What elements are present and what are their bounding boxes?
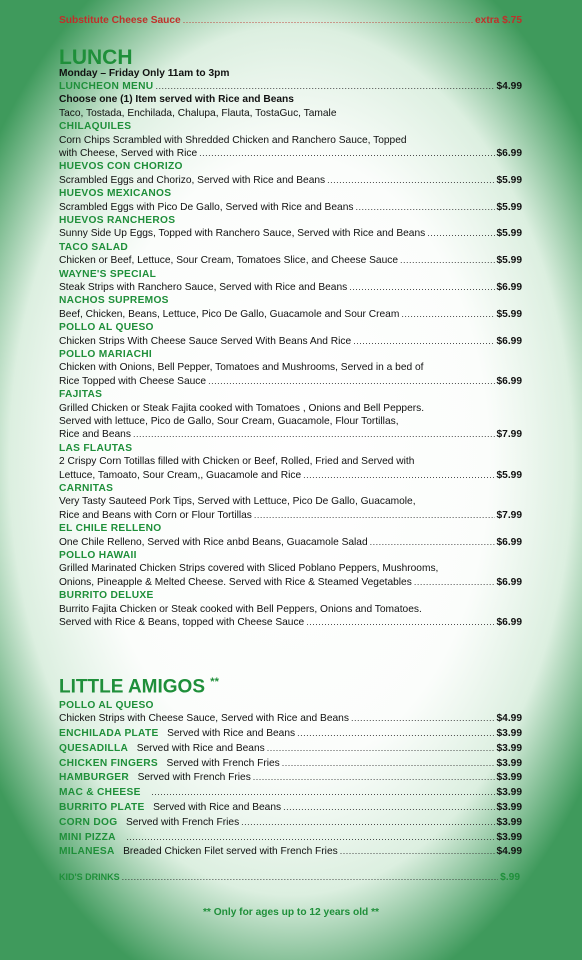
item-description: Grilled Marinated Chicken Strips covered with Sliced Poblano Peppers, Mushrooms, bbox=[59, 563, 439, 575]
item-price: $5.99 bbox=[496, 469, 522, 481]
spacer bbox=[116, 832, 125, 843]
spacer bbox=[117, 817, 126, 828]
spacer bbox=[115, 846, 124, 857]
menu-item-row bbox=[59, 80, 522, 93]
menu-item-row bbox=[59, 281, 522, 294]
leader-dots bbox=[327, 174, 494, 187]
item-name: POLLO HAWAII bbox=[59, 550, 137, 561]
menu-item-row bbox=[59, 712, 522, 725]
leader-dots bbox=[427, 227, 494, 240]
item-description: One Chile Relleno, Served with Rice anbd Beans, Guacamole Salad bbox=[59, 536, 368, 548]
item-description: Choose one (1) Item served with Rice and Beans bbox=[59, 94, 294, 106]
kids-item-text bbox=[59, 845, 338, 858]
item-price: $6.99 bbox=[496, 375, 522, 387]
item-price: $6.99 bbox=[496, 335, 522, 347]
item-price: $5.99 bbox=[496, 174, 522, 186]
spacer bbox=[145, 802, 154, 813]
item-name: BURRITO PLATE bbox=[59, 802, 145, 813]
item-name: HUEVOS CON CHORIZO bbox=[59, 161, 183, 173]
kids-item-text bbox=[59, 727, 295, 740]
item-description: Corn Chips Scrambled with Shredded Chicken and Ranchero Sauce, Topped bbox=[59, 134, 407, 146]
item-description: Sunny Side Up Eggs, Topped with Ranchero Sauce, Served with Rice and Beans bbox=[59, 228, 426, 240]
menu-item-row bbox=[59, 227, 522, 240]
substitute-price: extra $.75 bbox=[474, 15, 522, 26]
menu-item-row bbox=[59, 335, 522, 348]
leader-dots bbox=[122, 871, 499, 884]
kids-item-row bbox=[59, 742, 522, 755]
leader-dots bbox=[183, 14, 473, 27]
leader-dots bbox=[151, 786, 494, 799]
leader-dots bbox=[297, 727, 494, 740]
item-price: $6.99 bbox=[496, 617, 522, 628]
item-description: Chicken Strips With Cheese Sauce Served With Beans And Rice bbox=[59, 335, 352, 347]
kids-drinks-row bbox=[59, 871, 520, 884]
item-description: Rice Topped with Cheese Sauce bbox=[59, 375, 207, 387]
lunch-hours: Monday – Friday Only 11am to 3pm bbox=[59, 68, 230, 79]
substitute-cheese-row bbox=[59, 14, 522, 27]
leader-dots bbox=[351, 712, 495, 725]
item-description: Chicken Strips with Cheese Sauce, Served with Rice and Beans bbox=[59, 713, 349, 725]
leader-dots bbox=[282, 757, 495, 770]
menu-item-row bbox=[59, 308, 522, 321]
item-description: with Cheese, Served with Rice bbox=[59, 148, 198, 159]
leader-dots bbox=[355, 201, 494, 214]
item-description: Served with Rice & Beans, topped with Cheese Sauce bbox=[59, 617, 305, 628]
drinks-label: KID'S DRINKS bbox=[59, 872, 120, 883]
item-price: $3.99 bbox=[496, 742, 522, 754]
item-name: NACHOS SUPREMOS bbox=[59, 295, 169, 307]
item-price: $4.99 bbox=[496, 81, 522, 92]
item-name: BURRITO DELUXE bbox=[59, 590, 154, 602]
item-name: TACO SALAD bbox=[59, 241, 129, 253]
item-name: CHICKEN FINGERS bbox=[59, 757, 159, 769]
item-price: $6.99 bbox=[496, 282, 522, 293]
kids-item-row bbox=[59, 845, 522, 858]
item-name: CORN DOG bbox=[59, 816, 118, 828]
kids-item-row bbox=[59, 771, 522, 784]
item-price: $7.99 bbox=[496, 429, 522, 441]
item-name: POLLO MARIACHI bbox=[59, 349, 153, 360]
leader-dots bbox=[253, 771, 495, 784]
item-name: CARNITAS bbox=[59, 483, 114, 494]
item-description: Onions, Pineapple & Melted Cheese. Served with Rice & Steamed Vegetables bbox=[59, 576, 412, 588]
item-description: Beef, Chicken, Beans, Lettuce, Pico De Gallo, Guacamole and Sour Cream bbox=[59, 308, 400, 320]
item-name: POLLO AL QUESO bbox=[59, 700, 154, 711]
leader-dots bbox=[400, 254, 494, 267]
item-description: Served with French Fries bbox=[166, 757, 280, 769]
kids-item-text bbox=[59, 831, 124, 844]
leader-dots bbox=[353, 335, 494, 348]
item-name: MAC & CHEESE bbox=[59, 787, 141, 799]
menu-item-row bbox=[59, 375, 522, 388]
kids-item-text bbox=[59, 771, 251, 784]
leader-dots bbox=[340, 845, 495, 858]
item-price: $5.99 bbox=[496, 308, 522, 320]
kids-item-text bbox=[59, 801, 281, 814]
kids-item-row bbox=[59, 757, 522, 770]
spacer bbox=[128, 743, 137, 754]
little-amigos-heading bbox=[59, 676, 219, 698]
menu-item-row bbox=[59, 536, 522, 549]
kids-item-row bbox=[59, 801, 522, 814]
item-price: $3.99 bbox=[496, 728, 522, 739]
item-price: $3.99 bbox=[496, 831, 522, 843]
leader-dots bbox=[306, 616, 494, 629]
item-name: MILANESA bbox=[59, 846, 115, 858]
item-description: Scrambled Eggs and Chorizo, Served with Rice and Beans bbox=[59, 174, 326, 186]
item-name: CHILAQUILES bbox=[59, 121, 132, 133]
leader-dots bbox=[241, 816, 494, 829]
menu-item-row bbox=[59, 174, 522, 187]
item-name: FAJITAS bbox=[59, 389, 103, 401]
leader-dots bbox=[267, 742, 495, 755]
spacer bbox=[141, 787, 150, 798]
leader-dots bbox=[133, 428, 495, 441]
menu-item-row bbox=[59, 254, 522, 267]
kids-item-text bbox=[59, 742, 265, 755]
item-price: $6.99 bbox=[496, 576, 522, 588]
item-name: LUNCHEON MENU bbox=[59, 81, 154, 92]
item-description: Burrito Fajita Chicken or Steak cooked with Bell Peppers, Onions and Tomatoes. bbox=[59, 603, 422, 615]
item-name: LAS FLAUTAS bbox=[59, 442, 133, 454]
item-description: Grilled Chicken or Steak Fajita cooked with Tomatoes , Onions and Bell Peppers. bbox=[59, 402, 425, 414]
item-description: 2 Crispy Corn Totillas filled with Chicken or Beef, Rolled, Fried and Served with bbox=[59, 456, 415, 468]
kids-item-row bbox=[59, 816, 522, 829]
kids-item-text bbox=[59, 816, 239, 829]
item-description: Served with Rice and Beans bbox=[167, 728, 296, 739]
menu-item-row bbox=[59, 616, 522, 629]
item-description: Rice and Beans with Corn or Flour Tortillas bbox=[59, 509, 252, 521]
leader-dots bbox=[126, 831, 494, 844]
item-price: $3.99 bbox=[496, 787, 522, 799]
leader-dots bbox=[303, 469, 494, 482]
age-note: ** Only for ages up to 12 years old ** bbox=[202, 907, 380, 918]
item-price: $6.99 bbox=[496, 148, 522, 159]
leader-dots bbox=[199, 147, 494, 160]
item-description: Lettuce, Tamoato, Sour Cream,, Guacamole and Rice bbox=[59, 469, 302, 481]
item-price: $3.99 bbox=[496, 802, 522, 813]
item-price: $5.99 bbox=[496, 255, 522, 267]
leader-dots bbox=[208, 375, 494, 388]
item-name: EL CHILE RELLENO bbox=[59, 523, 162, 535]
kids-item-row bbox=[59, 727, 522, 740]
item-description: Served with French Fries bbox=[125, 816, 240, 828]
leader-dots bbox=[349, 281, 494, 294]
item-price: $3.99 bbox=[496, 816, 522, 828]
item-description: Served with lettuce, Pico de Gallo, Sour Cream, Guacamole, Flour Tortillas, bbox=[59, 416, 399, 427]
item-price: $4.99 bbox=[496, 713, 522, 725]
drinks-price: $.99 bbox=[500, 872, 520, 884]
leader-dots bbox=[401, 308, 494, 321]
item-name: POLLO AL QUESO bbox=[59, 322, 154, 334]
item-price: $5.99 bbox=[496, 201, 522, 213]
item-price: $7.99 bbox=[496, 509, 522, 521]
menu-item-row bbox=[59, 201, 522, 214]
menu-item-row bbox=[59, 428, 522, 441]
spacer bbox=[129, 772, 138, 783]
kids-item-row bbox=[59, 831, 522, 844]
menu-item-row bbox=[59, 147, 522, 160]
item-name: HAMBURGER bbox=[59, 772, 130, 784]
leader-dots bbox=[283, 801, 494, 814]
item-name: ENCHILADA PLATE bbox=[59, 728, 159, 739]
item-description: Very Tasty Sauteed Pork Tips, Served with Lettuce, Pico De Gallo, Guacamole, bbox=[59, 496, 416, 508]
item-price: $4.99 bbox=[496, 846, 522, 858]
item-description: Chicken or Beef, Lettuce, Sour Cream, Tomatoes Slice, and Cheese Sauce bbox=[59, 255, 399, 267]
item-name: HUEVOS RANCHEROS bbox=[59, 215, 176, 226]
item-description: Scrambled Eggs with Pico De Gallo, Served with Rice and Beans bbox=[59, 201, 354, 213]
item-price: $5.99 bbox=[496, 228, 522, 240]
leader-dots bbox=[254, 509, 495, 522]
item-description: Rice and Beans bbox=[59, 429, 131, 441]
item-name: MINI PIZZA bbox=[59, 831, 116, 843]
menu-item-row bbox=[59, 509, 522, 522]
item-name: QUESADILLA bbox=[59, 742, 129, 754]
menu-item-row bbox=[59, 469, 522, 482]
item-price: $6.99 bbox=[496, 536, 522, 548]
spacer bbox=[159, 728, 168, 739]
item-price: $3.99 bbox=[496, 757, 522, 769]
substitute-label: Substitute Cheese Sauce bbox=[59, 15, 181, 26]
menu-item-row bbox=[59, 576, 522, 589]
item-price: $3.99 bbox=[496, 772, 522, 784]
kids-item-text bbox=[59, 786, 149, 799]
little-amigos-stars: ** bbox=[210, 676, 219, 688]
lunch-heading: LUNCH bbox=[59, 46, 133, 69]
leader-dots bbox=[414, 576, 495, 589]
item-description: Breaded Chicken Filet served with French Fries bbox=[123, 846, 338, 858]
item-name: HUEVOS MEXICANOS bbox=[59, 188, 172, 200]
item-description: Served with Rice and Beans bbox=[136, 742, 265, 754]
kids-item-row bbox=[59, 786, 522, 799]
item-description: Chicken with Onions, Bell Pepper, Tomatoes and Mushrooms, Served in a bed of bbox=[59, 362, 424, 374]
item-description: Steak Strips with Ranchero Sauce, Served with Rice and Beans bbox=[59, 282, 348, 293]
little-amigos-title: LITTLE AMIGOS bbox=[59, 676, 206, 698]
item-name: WAYNE'S SPECIAL bbox=[59, 268, 157, 280]
item-description: Served with Rice and Beans bbox=[153, 802, 282, 813]
item-description: Taco, Tostada, Enchilada, Chalupa, Flauta, TostaGuc, Tamale bbox=[59, 107, 337, 119]
item-description: Served with French Fries bbox=[137, 772, 251, 784]
kids-item-text bbox=[59, 757, 280, 770]
leader-dots bbox=[370, 536, 495, 549]
spacer bbox=[158, 758, 167, 769]
leader-dots bbox=[155, 80, 494, 93]
